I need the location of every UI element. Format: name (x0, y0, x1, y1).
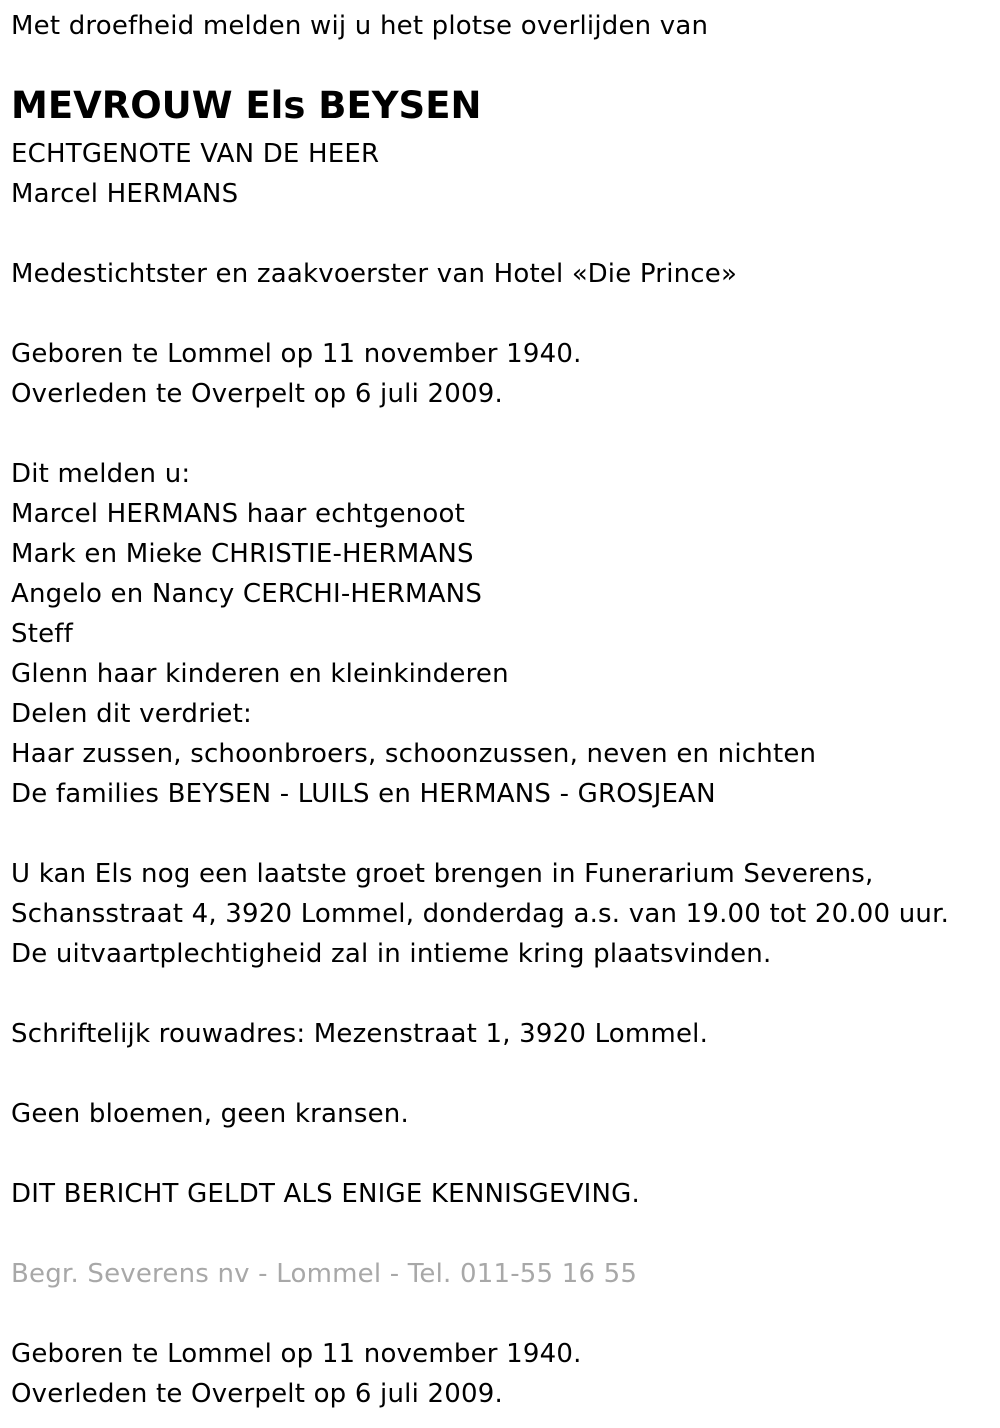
spacer (11, 1054, 949, 1094)
spacer (11, 814, 949, 854)
spacer (11, 214, 949, 254)
no-flowers-text: Geen bloemen, geen kransen. (11, 1099, 409, 1129)
intro-text: Met droefheid melden wij u het plotse overlijden van (11, 11, 709, 41)
birth-text-repeat: Geboren te Lommel op 11 november 1940. (11, 1339, 582, 1369)
family-line: Delen dit verdriet: (11, 699, 252, 729)
obituary-body (11, 134, 949, 1414)
death-text-repeat: Overleden te Overpelt op 6 juli 2009. (11, 1379, 503, 1409)
visitation-line: U kan Els nog een laatste groet brengen in Funerarium Severens, (11, 859, 874, 889)
spouse-title: ECHTGENOTE VAN DE HEER (11, 139, 380, 169)
family-line: Steff (11, 619, 74, 649)
visitation-line: Schansstraat 4, 3920 Lommel, donderdag a.s. van 19.00 tot 20.00 uur. (11, 899, 950, 929)
family-heading: Dit melden u: (11, 459, 191, 489)
family-line: Haar zussen, schoonbroers, schoonzussen, neven en nichten (11, 739, 817, 769)
spacer (11, 974, 949, 1014)
spacer (11, 1294, 949, 1334)
family-line: Mark en Mieke CHRISTIE-HERMANS (11, 539, 474, 569)
family-line: Glenn haar kinderen en kleinkinderen (11, 659, 509, 689)
family-line: Angelo en Nancy CERCHI-HERMANS (11, 579, 483, 609)
deceased-name: MEVROUW Els BEYSEN (11, 84, 482, 127)
spouse-name: Marcel HERMANS (11, 179, 239, 209)
death-text: Overleden te Overpelt op 6 juli 2009. (11, 379, 503, 409)
spacer (11, 1214, 949, 1254)
role-text: Medestichtster en zaakvoerster van Hotel «Die Prince» (11, 259, 738, 289)
birth-text: Geboren te Lommel op 11 november 1940. (11, 339, 582, 369)
spacer (11, 414, 949, 454)
spacer (11, 294, 949, 334)
family-line: Marcel HERMANS haar echtgenoot (11, 499, 465, 529)
undertaker-credit: Begr. Severens nv - Lommel - Tel. 011-55 16 55 (11, 1259, 638, 1289)
notice-text: DIT BERICHT GELDT ALS ENIGE KENNISGEVING. (11, 1179, 640, 1209)
spacer (11, 1134, 949, 1174)
visitation-line: De uitvaartplechtigheid zal in intieme kring plaatsvinden. (11, 939, 772, 969)
family-line: De families BEYSEN - LUILS en HERMANS - GROSJEAN (11, 779, 716, 809)
mourning-address: Schriftelijk rouwadres: Mezenstraat 1, 3920 Lommel. (11, 1019, 709, 1049)
